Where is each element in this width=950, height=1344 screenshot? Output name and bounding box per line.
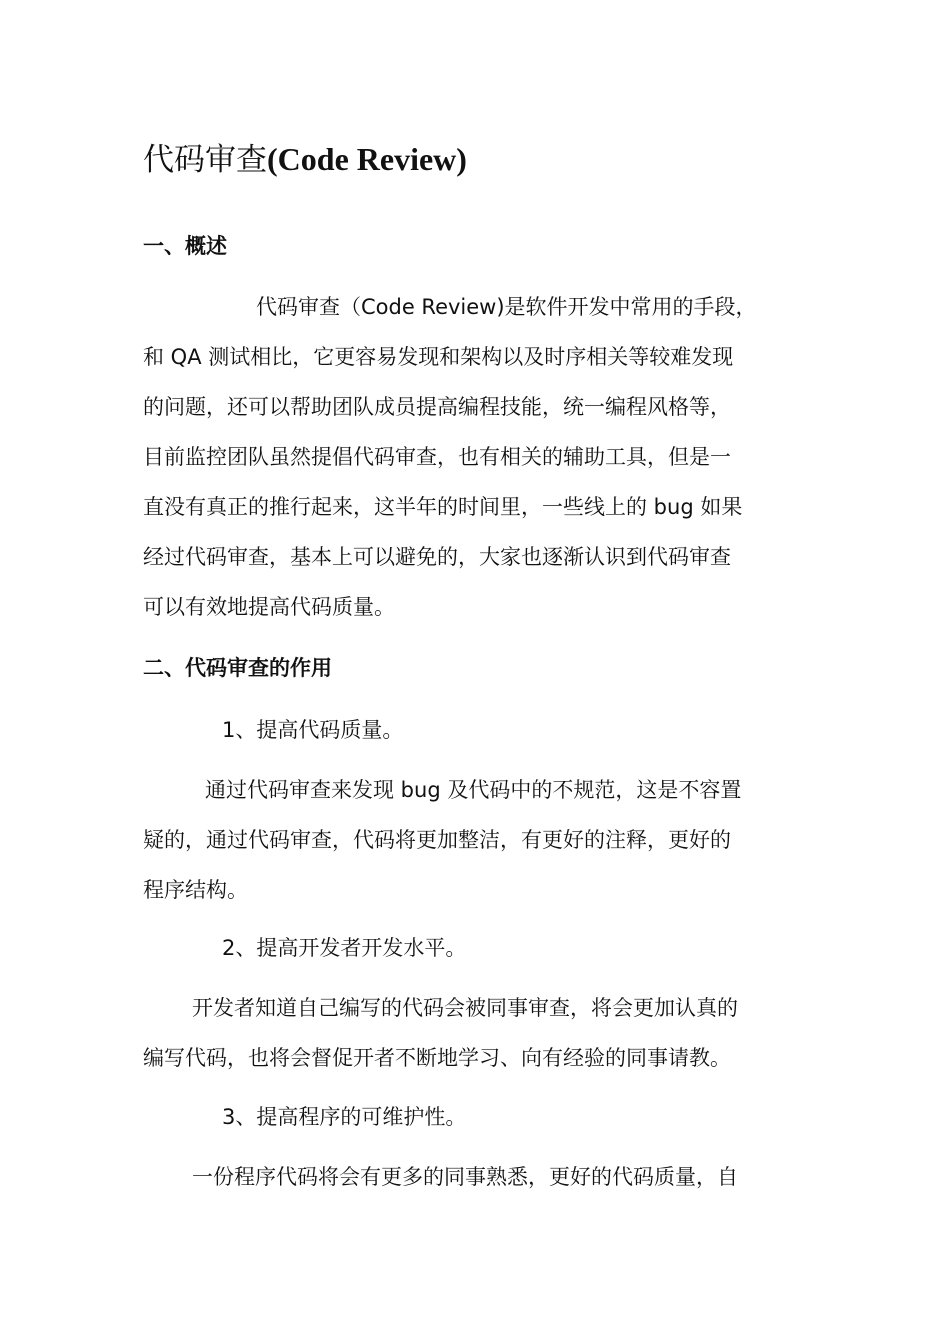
item-title-maintainability: 3、提高程序的可维护性。 bbox=[222, 1105, 467, 1129]
paragraph-line: 通过代码审查来发现 bug 及代码中的不规范，这是不容置 bbox=[205, 778, 742, 802]
document-title bbox=[143, 137, 843, 182]
paragraph-line: 程序结构。 bbox=[143, 878, 248, 902]
section-heading-overview: 一、概述 bbox=[143, 234, 227, 258]
paragraph-line: 和 QA 测试相比，它更容易发现和架构以及时序相关等较难发现 bbox=[143, 345, 734, 369]
paragraph-line: 开发者知道自己编写的代码会被同事审查，将会更加认真的 bbox=[192, 996, 738, 1020]
paragraph-line: 目前监控团队虽然提倡代码审查，也有相关的辅助工具，但是一 bbox=[143, 445, 731, 469]
paragraph-line: 编写代码，也将会督促开者不断地学习、向有经验的同事请教。 bbox=[143, 1046, 731, 1070]
developer-skill-paragraph bbox=[143, 983, 807, 1083]
paragraph-line: 直没有真正的推行起来，这半年的时间里，一些线上的 bug 如果 bbox=[143, 495, 743, 519]
paragraph-line: 代码审查（Code Review)是软件开发中常用的手段， bbox=[256, 295, 757, 319]
title-english: (Code Review) bbox=[267, 141, 467, 177]
code-quality-paragraph bbox=[143, 765, 807, 915]
paragraph-line: 的问题，还可以帮助团队成员提高编程技能，统一编程风格等， bbox=[143, 395, 731, 419]
paragraph-line: 经过代码审查，基本上可以避免的，大家也逐渐认识到代码审查 bbox=[143, 545, 731, 569]
section-heading-purpose: 二、代码审查的作用 bbox=[143, 656, 332, 680]
paragraph-line: 疑的，通过代码审查，代码将更加整洁，有更好的注释，更好的 bbox=[143, 828, 731, 852]
paragraph-line: 可以有效地提高代码质量。 bbox=[143, 595, 395, 619]
overview-paragraph bbox=[143, 282, 807, 632]
item-title-developer-skill: 2、提高开发者开发水平。 bbox=[222, 936, 467, 960]
title-chinese: 代码审查 bbox=[143, 142, 267, 178]
paragraph-line: 一份程序代码将会有更多的同事熟悉，更好的代码质量，自 bbox=[192, 1165, 738, 1189]
maintainability-paragraph bbox=[143, 1152, 807, 1202]
item-title-code-quality: 1、提高代码质量。 bbox=[222, 718, 404, 742]
